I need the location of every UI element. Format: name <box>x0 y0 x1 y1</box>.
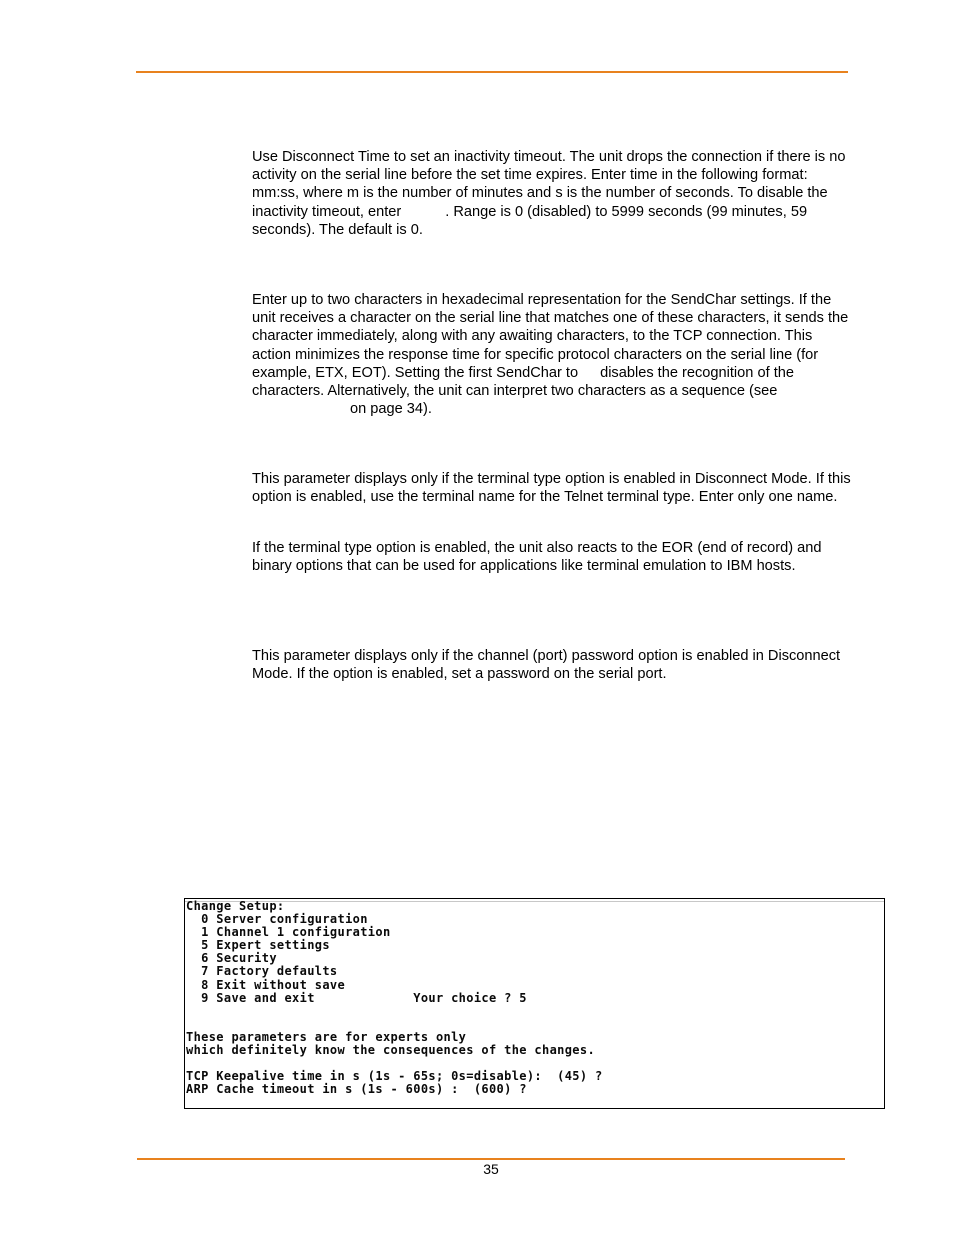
terminal-line: 7 Factory defaults <box>186 964 338 979</box>
terminal-line: These parameters are for experts only <box>186 1029 467 1044</box>
terminal-line: 1 Channel 1 configuration <box>186 925 391 940</box>
send-characters-paragraph: Enter up to two characters in hexadecimal representation for the SendChar settings. If the unit receives a character on the serial line that matches one of these characters, it sends the character immediately, along with any awaiting characters, to the TCP connection. This action minimizes the response time for specific protocol characters on the serial line (for example, ETX, EOT). Setting the first SendChar to disables the recognition of the characters. Alternatively, the unit can interpret two characters as a sequence (seeon page 34). <box>252 292 849 418</box>
terminal-line: which definitely know the consequences of the changes. <box>186 1043 596 1058</box>
terminal-line: ARP Cache timeout in s (1s - 600s) : (600) ? <box>186 1082 527 1097</box>
terminal-line: 6 Security <box>186 951 277 966</box>
terminal-name-paragraph-1: This parameter displays only if the terminal type option is enabled in Disconnect Mode. If this option is enabled, use the terminal name for the Telnet terminal type. Enter only one name. <box>252 471 851 506</box>
header-rule <box>136 71 848 73</box>
terminal-line: 9 Save and exit Your choice ? 5 <box>186 990 527 1005</box>
terminal-line: 5 Expert settings <box>186 938 330 953</box>
page-number: 35 <box>483 1161 499 1177</box>
terminal-screenshot <box>184 898 885 1109</box>
terminal-line: Change Setup: <box>186 899 285 913</box>
terminal-line: 0 Server configuration <box>186 912 368 927</box>
terminal-text <box>186 900 603 1096</box>
terminal-name-paragraph-2: If the terminal type option is enabled, the unit also reacts to the EOR (end of record) and binary options that can be used for applications like terminal emulation to IBM hosts. <box>252 540 822 575</box>
disconnect-time-paragraph: Use Disconnect Time to set an inactivity timeout. The unit drops the connection if there is no activity on the serial line before the set time expires. Enter time in the following format: mm:ss, where m is the number of minutes and s is the number of seconds. To disable the inactivity timeout, enter . Range is 0 (disabled) to 5999 seconds (99 minutes, 59 seconds). The default is 0. <box>252 149 846 238</box>
terminal-line: TCP Keepalive time in s (1s - 65s; 0s=disable): (45) ? <box>186 1069 603 1084</box>
terminal-line: 8 Exit without save <box>186 977 346 992</box>
channel-password-paragraph: This parameter displays only if the channel (port) password option is enabled in Disconnect Mode. If the option is enabled, set a password on the serial port. <box>252 648 841 683</box>
footer-rule <box>137 1158 845 1160</box>
